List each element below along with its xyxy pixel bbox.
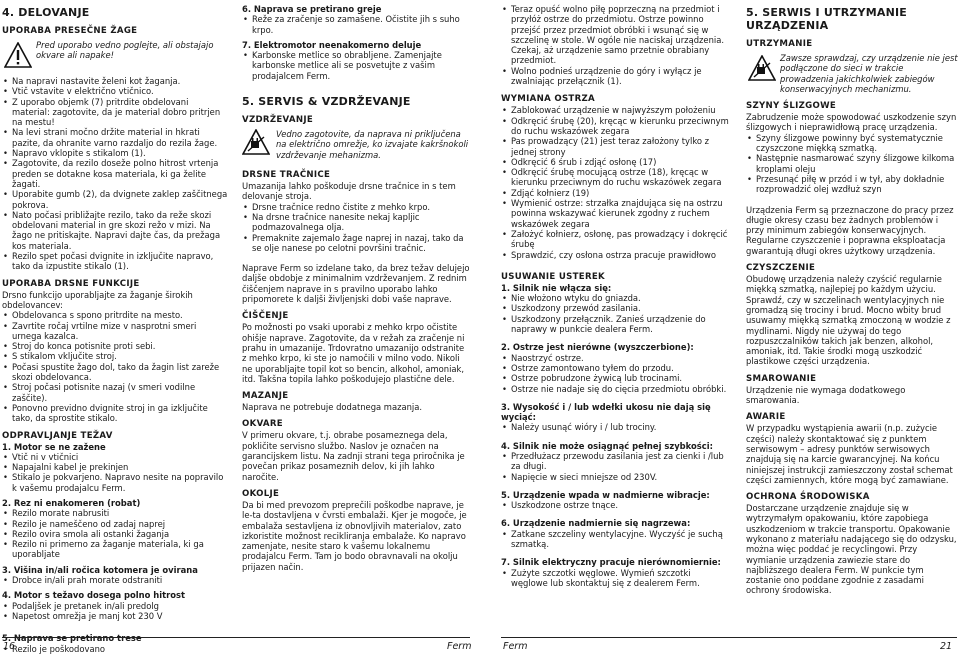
paragraph: Dostarczane urządzenie znajduje się w wytrzymałym opakowaniu, które zapobiega uszkodzeniom w trakcie transportu. Opakowanie wykonano z materiału nadającego się do odzysku, można więc poddać je recyclingowi. Przy wymianie urządzenia zawiezie stare do najbliższego dealera Ferm. W punkcie tym zostanie ono poddane zgodnie z zasadami ochrony środowiska.: [746, 503, 957, 596]
problem-title: 7. Silnik elektryczny pracuje nierównomiernie:: [501, 557, 721, 568]
heading-environment: OCHRONA ŚRODOWISKA: [746, 492, 870, 503]
list-item: • Rezilo je poškodovano: [2, 644, 228, 654]
list-item: • Ostrze nie nadaje się do cięcia przedmiotu obróbki.: [501, 384, 729, 394]
list-item: • Sprawdzić, czy osłona ostrza pracuje prawidłowo: [501, 250, 729, 260]
paragraph: Naprave Ferm so izdelane tako, da brez težav delujejo daljše obdobje z minimalnim vzdrževanjem. Z rednim čiščenjem naprave in s pravilno uporabo lahko pripomorete k daljši življenjski dobi vaše naprave.: [242, 263, 470, 305]
slide-function-intro: Drsno funkcijo uporabljajte za žaganje širokih obdelovancev:: [2, 289, 193, 310]
slide-function-list: [2, 310, 228, 423]
list-item: • Odkręcić śrubę (20), kręcąc w kierunku przeciwnym do ruchu wskazówek zegara: [501, 116, 729, 137]
heading-environment: OKOLJE: [242, 488, 280, 499]
section-title-operation: 4. DELOVANJE: [2, 6, 90, 19]
blade-change-list: [501, 105, 729, 259]
list-item: • Założyć kołnierz, osłonę, pas prowadzący i dokręcić śrubę: [501, 229, 729, 250]
list-item: • Następnie nasmarować szyny ślizgowe kilkoma kroplami oleju: [746, 153, 958, 174]
list-item: • Zatkane szczeliny wentylacyjne. Wyczyść je suchą szmatką.: [501, 529, 729, 550]
list-item: • Uszkodzony przewód zasilania.: [501, 303, 729, 313]
paragraph: Urządzenie nie wymaga dodatkowego smarowania.: [746, 384, 906, 406]
list-item: • Premaknite zajemalo žage naprej in nazaj, tako da se olje nanese po celotni površini tračnic.: [242, 233, 470, 254]
problem-list: [501, 422, 729, 432]
heading-cleaning: CZYSZCZENIE: [746, 263, 816, 274]
paragraph: W przypadku wystąpienia awarii (n.p. zużycie części) należy skontaktować się z punktem serwisowym – adresy punktów serwisowych znajdują się na karcie gwarancyjnej. Na końcu niniejszej instrukcji zamieszczony został schemat części zamiennych, które mogą być zamawiane.: [746, 423, 953, 485]
list-item: • Uporabite gumb (2), da dvignete zaklep zaščitnega pokrova.: [2, 189, 228, 210]
list-item: • Vtič ni v vtičnici: [2, 452, 228, 462]
list-item: • Vtič vstavite v električno vtičnico.: [2, 86, 228, 96]
brand-left: Ferm: [447, 641, 472, 652]
list-item: • Wolno podnieś urządzenie do góry i wyłącz je zwalniając przełącznik (1).: [501, 66, 729, 87]
column-slovenian-service: [242, 4, 470, 572]
problem-title: 6. Naprava se pretirano greje: [242, 4, 382, 14]
list-item: • Obdelovanca s spono pritrdite na mesto.: [2, 310, 228, 320]
list-item: • S stikalom vključite stroj.: [2, 351, 228, 361]
problem-title: 2. Rez ni enakomeren (robat): [2, 497, 141, 508]
heading-lubrication: MAZANJE: [242, 391, 289, 402]
list-item: • Rezilo ovira smola ali ostanki žaganja: [2, 529, 228, 539]
footer-rule-right: [501, 637, 957, 638]
heading-blade-change: WYMIANA OSTRZA: [501, 94, 595, 105]
problem-title: 1. Motor se ne zažene: [2, 441, 106, 452]
paragraph: Naprava ne potrebuje dodatnega mazanja.: [242, 402, 423, 413]
warning-note: [242, 129, 470, 163]
heading-troubleshooting: USUWANIE USTEREK: [501, 271, 605, 282]
operation-list: [501, 4, 729, 86]
warning-triangle-icon: [4, 42, 32, 68]
list-item: • Drsne tračnice redno čistite z mehko krpo.: [242, 202, 470, 212]
page-number-left: 16: [3, 641, 16, 652]
paragraph: V primeru okvare, t.j. obrabe posameznega dela, pokličite servisno službo. Naslov je označen na garancijskem listu. Na zadnji strani tega priročnika je povečan prikaz posameznih delov, ki jih lahko naročite.: [242, 430, 465, 482]
list-item: • Zavrtite ročaj vrtilne mize v nasprotni smeri urnega kazalca.: [2, 321, 228, 342]
section-title-service: 5. SERVIS & VZDRŽEVANJE: [242, 95, 411, 109]
list-item: • Na levi strani močno držite material in hkrati pazite, da ohranite varno razdaljo do rezila žage.: [2, 127, 228, 148]
problem-list: [501, 568, 729, 589]
list-item: • Ostrze pobrudzone żywicą lub trocinami.: [501, 373, 729, 383]
problem-title: 2. Ostrze jest nierówne (wyszczerbione):: [501, 342, 694, 353]
paragraph: Po možnosti po vsaki uporabi z mehko krpo očistite ohišje naprave. Zagotovite, da v režah za zračenje ni prahu in umazanije. Trdovratno umazanijo odstranite z mehko krpo, ki ste jo namočili v milno vodo. Nikoli ne uporabljajte topil kot so bencin, alkohol, amoniak, itd. Takšna topila lahko poškodujejo plastične dele.: [242, 322, 465, 384]
problem-list: [242, 50, 470, 81]
problem-list: [2, 601, 228, 622]
list-item: • Stroj do konca potisnite proti sebi.: [2, 341, 228, 351]
list-item: • Podaljšek je pretanek in/ali predolg: [2, 601, 228, 611]
warning-note: [2, 40, 228, 74]
problem-list: [501, 500, 729, 510]
list-item: • Rezilo ni primerno za žaganje materiala, ki ga uporabljate: [2, 539, 228, 560]
list-item: • Karbonske metlice so obrabljene. Zamenjajte karbonske metlice ali se posvetujte z vašim prodajalcem Ferm.: [242, 50, 470, 81]
list-item: • Napetost omrežja je manj kot 230 V: [2, 611, 228, 621]
list-item: • Ponovno previdno dvignite stroj in ga izključite tako, da sprostite stikalo.: [2, 403, 228, 424]
heading-faults: OKVARE: [242, 419, 283, 430]
problem-list: [242, 14, 470, 35]
problem-title: 3. Wysokość i / lub wdełki ukosu nie dają się wyciąć:: [501, 401, 711, 423]
list-item: • Teraz opuść wolno piłę poprzeczną na przedmiot i przyłóż ostrze do przedmiotu. Ostrze powinno przejść przez przedmiot obróbki i wsunąć się w szczelinę w stole. W ogóle nie naciskaj urządzenia. Czekaj, aż urządzenie samo przetnie obrabiany przedmiot.: [501, 4, 729, 66]
problem-list: [501, 529, 729, 550]
list-item: • Stikalo je pokvarjeno. Napravo nesite na popravilo k vašemu prodajalcu Ferm.: [2, 472, 228, 493]
list-item: • Uszkodzone ostrze tnące.: [501, 500, 729, 510]
unplug-warning-icon: [242, 129, 270, 155]
list-item: • Rezilo morate nabrusiti: [2, 508, 228, 518]
list-item: • Napajalni kabel je prekinjen: [2, 462, 228, 472]
warning-text: Vedno zagotovite, da naprava ni priključena na električno omrežje, ko izvajate kakršnokoli vzdrževanje mehanizma.: [276, 129, 469, 160]
list-item: • Odkręcić śrubę mocującą ostrze (18), kręcąc w kierunku przeciwnym do ruchu wskazówek zegara: [501, 167, 729, 188]
heading-maintenance: UTRZYMANIE: [746, 39, 813, 49]
list-item: • Rezilo spet počasi dvignite in izključite napravo, tako da izpustite stikalo (1).: [2, 251, 228, 272]
heading-slide-function: UPORABA DRSNE FUNKCIJE: [2, 278, 140, 289]
list-item: • Nato počasi približajte rezilo, tako da reže skozi obdelovani material in gre skozi režo v mizi. Na žago ne pritiskajte. Napravi dajte čas, da prežaga kos materiala.: [2, 210, 228, 251]
problem-list: [2, 508, 228, 559]
list-item: • Z uporabo objemk (7) pritrdite obdelovani material: zagotovite, da je material dobro pritrjen na mestu!: [2, 97, 228, 128]
list-item: • Na napravi nastavite želeni kot žaganja.: [2, 76, 228, 86]
page-number-right: 21: [940, 641, 953, 652]
list-item: • Na drsne tračnice nanesite nekaj kapljic podmazovalnega olja.: [242, 212, 470, 233]
problem-title: 4. Motor s težavo dosega polno hitrost: [2, 590, 185, 601]
list-item: • Nie włożono wtyku do gniazda.: [501, 293, 729, 303]
slide-rails-list: [242, 202, 470, 253]
list-item: • Napięcie w sieci mniejsze od 230V.: [501, 472, 729, 482]
list-item: • Szyny ślizgowe powinny być systematycznie czyszczone miękką szmatką.: [746, 133, 958, 154]
column-polish-service: [746, 4, 958, 596]
list-item: • Zdjąć kołnierz (19): [501, 188, 729, 198]
heading-slide-rails: DRSNE TRAČNICE: [242, 170, 331, 181]
list-item: • Stroj počasi potisnite nazaj (v smeri vodilne zaščite).: [2, 382, 228, 403]
list-item: • Przesunąć piłę w przód i w tył, aby dokładnie rozprowadzić olej wzdłuż szyn: [746, 174, 958, 195]
heading-cleaning: ČIŠČENJE: [242, 311, 289, 322]
problem-title: 5. Urządzenie wpada w nadmierne wibracje:: [501, 489, 710, 500]
problem-list: [501, 353, 729, 394]
slide-rails-list: [746, 133, 958, 195]
list-item: • Wymienić ostrze: strzałka znajdująca się na ostrzu powinna wskazywać kierunek zgodny z ruchem wskazówek zegara: [501, 198, 729, 229]
list-item: • Drobce in/ali prah morate odstraniti: [2, 575, 228, 585]
list-item: • Počasi spustite žago dol, tako da žagin list zareže skozi obdelovanca.: [2, 362, 228, 383]
heading-saw-usage: UPORABA PRESEČNE ŽAGE: [2, 26, 138, 36]
problem-list: [501, 451, 729, 482]
problem-list: [2, 452, 228, 493]
heading-faults: AWARIE: [746, 412, 786, 423]
column-polish-operation: [501, 4, 729, 588]
list-item: • Uszkodzony przełącznik. Zanieś urządzenie do naprawy w punkcie dealera Ferm.: [501, 314, 729, 335]
slide-rails-intro: Zabrudzenie może spowodować uszkodzenie szyn ślizgowych i nieprawidłową pracę urządzenia.: [746, 112, 957, 133]
problem-title: 4. Silnik nie może osiągnąć pełnej szybkości:: [501, 440, 713, 451]
list-item: • Naostrzyć ostrze.: [501, 353, 729, 363]
list-item: • Zablokować urządzenie w najwyższym położeniu: [501, 105, 729, 115]
problem-title: 7. Elektromotor neenakomerno deluje: [242, 39, 422, 50]
warning-text: Zawsze sprawdzaj, czy urządzenie nie jest podłączone do sieci w trakcie prowadzenia jakichkolwiek zabiegów konserwacyjnych mechanizmu.: [780, 53, 958, 94]
problem-title: 3. Višina in/ali ročica kotomera je ovirana: [2, 564, 198, 575]
list-item: • Napravo vklopite s stikalom (1).: [2, 148, 228, 158]
problem-list: [2, 575, 228, 585]
brand-right: Ferm: [503, 641, 528, 652]
list-item: • Rezilo je nameščeno od zadaj naprej: [2, 519, 228, 529]
heading-troubleshooting: ODPRAVLJANJE TEŽAV: [2, 430, 113, 441]
slide-rails-intro: Umazanija lahko poškoduje drsne tračnice in s tem delovanje stroja.: [242, 181, 456, 202]
list-item: • Należy usunąć wióry i / lub trociny.: [501, 422, 729, 432]
problem-title: 1. Silnik nie włącza się:: [501, 282, 612, 293]
paragraph: Da bi med prevozom preprečili poškodbe naprave, je le-ta dostavljena v čvrsti embalaži. Kjer je mogoče, je embalaža sestavljena iz obnovljivih materialov, zato izkoristite možnost recikliranja embalaže. Ko napravo zamenjate, nesite staro k vašemu lokalnemu prodajalcu Ferm. Tam jo bodo obravnavali na okolju prijazen način.: [242, 499, 467, 572]
heading-slide-rails: SZYNY ŚLIZGOWE: [746, 101, 837, 112]
warning-note: [746, 53, 958, 94]
warning-text: Pred uporabo vedno poglejte, ali obstajajo okvare ali napake!: [36, 40, 214, 61]
list-item: • Przedłużacz przewodu zasilania jest za cienki i /lub za długi.: [501, 451, 729, 472]
problem-list: [501, 293, 729, 334]
problem-title: 5. Naprava se pretirano trese: [2, 633, 142, 644]
paragraph: Urządzenia Ferm są przeznaczone do pracy przez długie okresy czasu bez żadnych problemów i przy minimum zabiegów konserwacyjnych. Regularne czyszczenie i poprawna eksploatacja gwarantują długi okres użytkowy urządzenia.: [746, 204, 954, 256]
heading-lubrication: SMAROWANIE: [746, 373, 817, 384]
paragraph: Obudowę urządzenia należy czyścić regularnie miękką szmatką, najlepiej po każdym użyciu. Sprawdź, czy w szczelinach wentylacyjnych nie gromadzą się trociny i brud. Mocno wbity brud usuwamy miękką szmatką zmoczoną w wodzie z mydlinami. Nigdy nie używaj do tego rozpuszczalników takich jak benzen, alkohol, amoniak, itd. Takie środki mogą uszkodzić plastikowe części urządzenia.: [746, 274, 951, 367]
list-item: • Pas prowadzący (21) jest teraz założony tylko z jednej strony: [501, 136, 729, 157]
problem-list: [2, 641, 228, 654]
unplug-warning-icon: [748, 55, 776, 81]
column-slovenian-operation: [2, 4, 228, 654]
saw-usage-list: [2, 76, 228, 272]
list-item: • Ostrze zamontowano tyłem do przodu.: [501, 363, 729, 373]
section-title-service: 5. SERWIS I UTRZYMANIE URZĄDZENIA: [746, 6, 907, 32]
problem-title: 6. Urządzenie nadmiernie się nagrzewa:: [501, 518, 691, 529]
list-item: • Odkręcić 6 śrub i zdjąć osłonę (17): [501, 157, 729, 167]
footer-rule-left: [2, 637, 470, 638]
list-item: • Zużyte szczotki węglowe. Wymień szczotki węglowe lub skontaktuj się z dealerem Ferm.: [501, 568, 729, 589]
list-item: • Reže za zračenje so zamašene. Očistite jih s suho krpo.: [242, 14, 470, 35]
list-item: • Zagotovite, da rezilo doseže polno hitrost vrtenja preden se dotakne kosa materiala, ki ga želite žagati.: [2, 158, 228, 189]
heading-maintenance: VZDRŽEVANJE: [242, 115, 314, 126]
